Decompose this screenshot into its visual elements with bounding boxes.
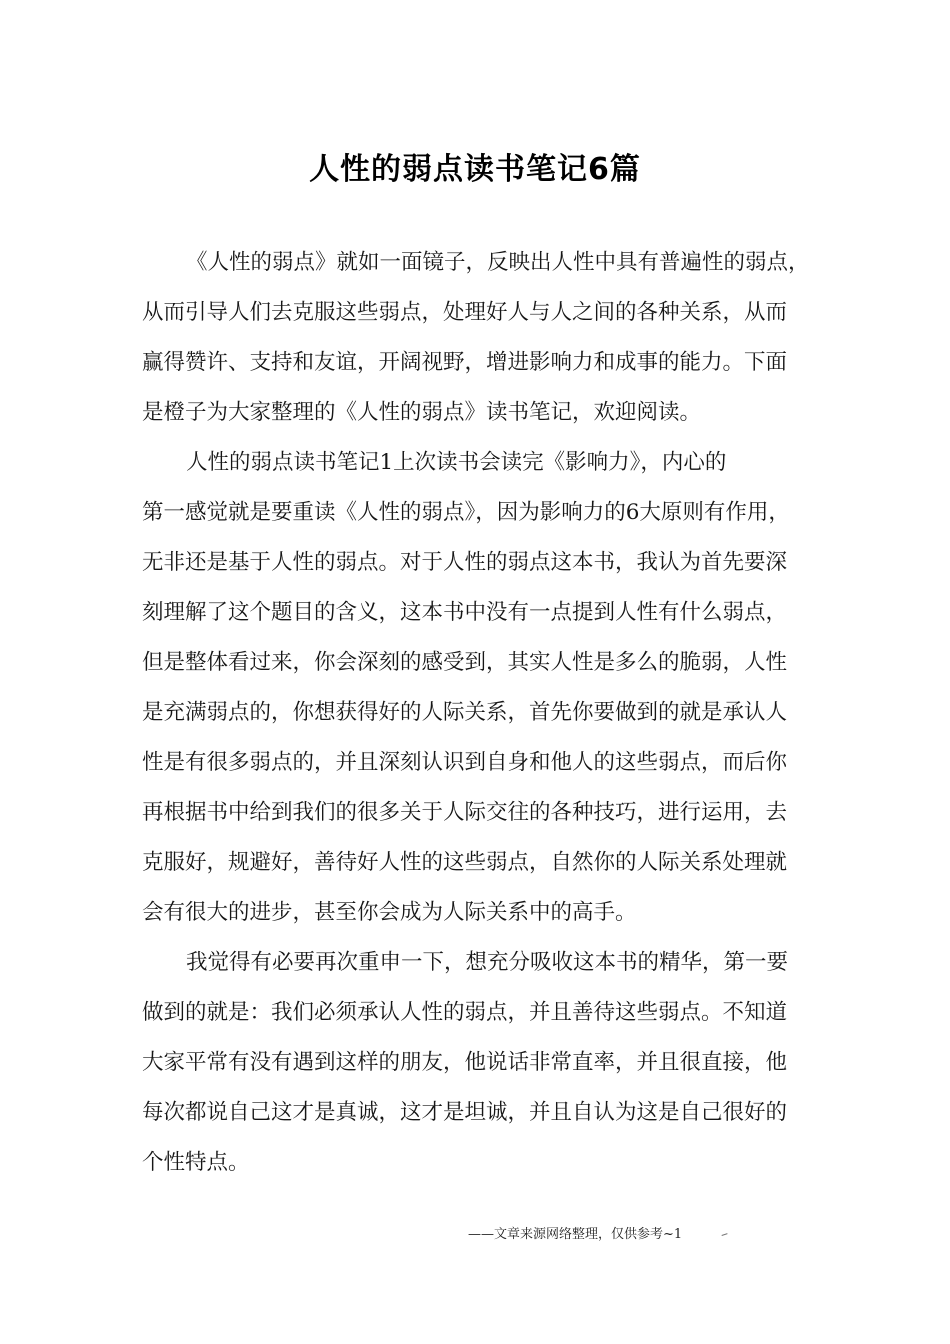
footer-mark-icon [722,1233,729,1239]
text-line: 我觉得有必要再次重申一下，想充分吸收这本书的精华，第一要 [186,950,789,975]
text-line: 再根据书中给到我们的很多关于人际交往的各种技巧，进行运用，去 [142,800,788,825]
text-line: 刻理解了这个题目的含义，这本书中没有一点提到人性有什么弱点， [142,600,788,625]
text-line: 《人性的弱点》就如一面镜子，反映出人性中具有普遍性的弱点， [186,250,810,275]
text-line: 性是有很多弱点的，并且深刻认识到自身和他人的这些弱点，而后你 [142,750,788,775]
document-body [142,238,842,1188]
text-line: 第一感觉就是要重读《人性的弱点》，因为影响力的6大原则有作用， [142,500,790,525]
text-line: 做到的就是：我们必须承认人性的弱点，并且善待这些弱点。不知道 [142,1000,788,1025]
page-footer: ——文章来源网络整理，仅供参考~1 [468,1227,683,1242]
text-line: 人性的弱点读书笔记1上次读书会读完《影响力》，内心的 [186,450,727,475]
text-line: 但是整体看过来，你会深刻的感受到，其实人性是多么的脆弱，人性 [142,650,788,675]
text-line: 克服好，规避好，善待好人性的这些弱点，自然你的人际关系处理就 [142,850,788,875]
text-line: 是橙子为大家整理的《人性的弱点》读书笔记，欢迎阅读。 [142,400,702,425]
text-line: 会有很大的进步，甚至你会成为人际关系中的高手。 [142,900,637,925]
text-line: 是充满弱点的，你想获得好的人际关系，首先你要做到的就是承认人 [142,700,788,725]
text-line: 大家平常有没有遇到这样的朋友，他说话非常直率，并且很直接，他 [142,1050,788,1075]
document-title: 人性的弱点读书笔记6篇 [309,152,641,187]
text-line: 每次都说自己这才是真诚，这才是坦诚，并且自认为这是自己很好的 [142,1100,788,1125]
text-line: 从而引导人们去克服这些弱点，处理好人与人之间的各种关系，从而 [142,300,788,325]
text-line: 无非还是基于人性的弱点。对于人性的弱点这本书，我认为首先要深 [142,550,788,575]
text-line: 个性特点。 [142,1150,250,1175]
text-line: 赢得赞许、支持和友谊，开阔视野，增进影响力和成事的能力。下面 [142,350,788,375]
